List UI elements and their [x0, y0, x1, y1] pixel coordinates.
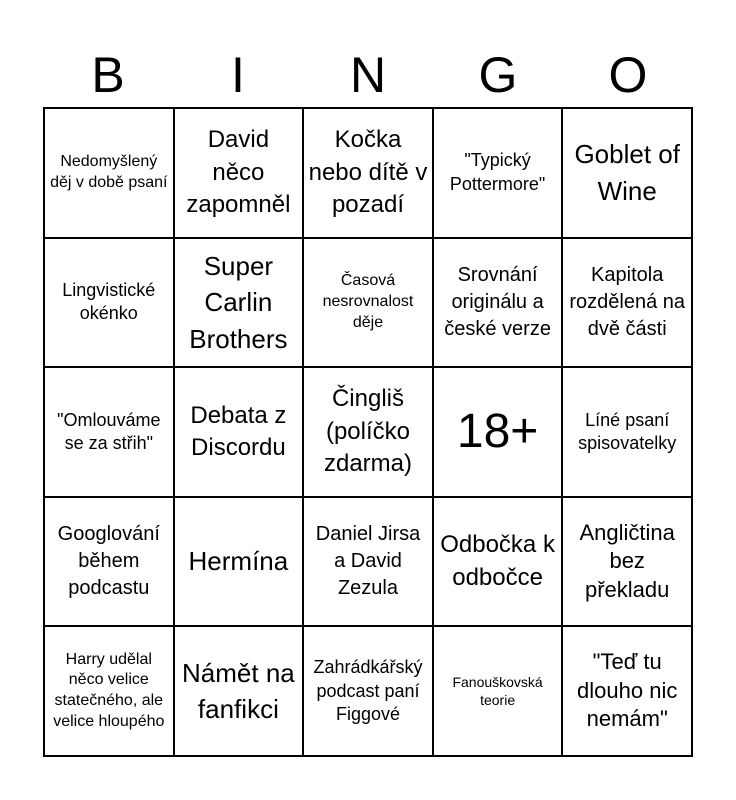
bingo-cell[interactable]: Odbočka k odbočce [433, 497, 563, 627]
bingo-cell[interactable]: Čingliš (políčko zdarma) [303, 367, 433, 497]
bingo-cell[interactable]: Fanouškovská teorie [433, 626, 563, 756]
free-space-cell[interactable]: 18+ [433, 367, 563, 497]
header-letter-i: I [231, 47, 245, 103]
bingo-cell[interactable]: Hermína [174, 497, 304, 627]
header-letter-n: N [349, 47, 387, 103]
bingo-cell[interactable]: Kočka nebo dítě v pozadí [303, 108, 433, 238]
bingo-cell[interactable]: Nedomyšlený děj v době psaní [44, 108, 174, 238]
bingo-cell[interactable]: Lingvistické okénko [44, 238, 174, 368]
bingo-cell[interactable]: Super Carlin Brothers [174, 238, 304, 368]
bingo-cell[interactable]: Námět na fanfikci [174, 626, 304, 756]
bingo-cell[interactable]: Kapitola rozdělená na dvě části [562, 238, 692, 368]
bingo-cell[interactable]: Harry udělal něco velice statečného, ale velice hloupého [44, 626, 174, 756]
bingo-cell[interactable]: Googlování během podcastu [44, 497, 174, 627]
bingo-header [43, 44, 693, 106]
header-letter-b: B [91, 47, 125, 103]
bingo-cell[interactable]: Zahrádkářský podcast paní Figgové [303, 626, 433, 756]
bingo-cell[interactable]: Debata z Discordu [174, 367, 304, 497]
header-letter-g: G [478, 47, 518, 103]
bingo-cell[interactable]: David něco zapomněl [174, 108, 304, 238]
bingo-cell[interactable]: "Omlouváme se za střih" [44, 367, 174, 497]
header-letter-o: O [608, 47, 648, 103]
bingo-cell[interactable]: Angličtina bez překladu [562, 497, 692, 627]
bingo-grid [43, 107, 693, 757]
bingo-cell[interactable]: Srovnání originálu a české verze [433, 238, 563, 368]
bingo-cell[interactable]: Daniel Jirsa a David Zezula [303, 497, 433, 627]
bingo-cell[interactable]: Goblet of Wine [562, 108, 692, 238]
bingo-cell[interactable]: Časová nesrovnalost děje [303, 238, 433, 368]
bingo-cell[interactable]: "Teď tu dlouho nic nemám" [562, 626, 692, 756]
bingo-cell[interactable]: Líné psaní spisovatelky [562, 367, 692, 497]
bingo-cell[interactable]: "Typický Pottermore" [433, 108, 563, 238]
